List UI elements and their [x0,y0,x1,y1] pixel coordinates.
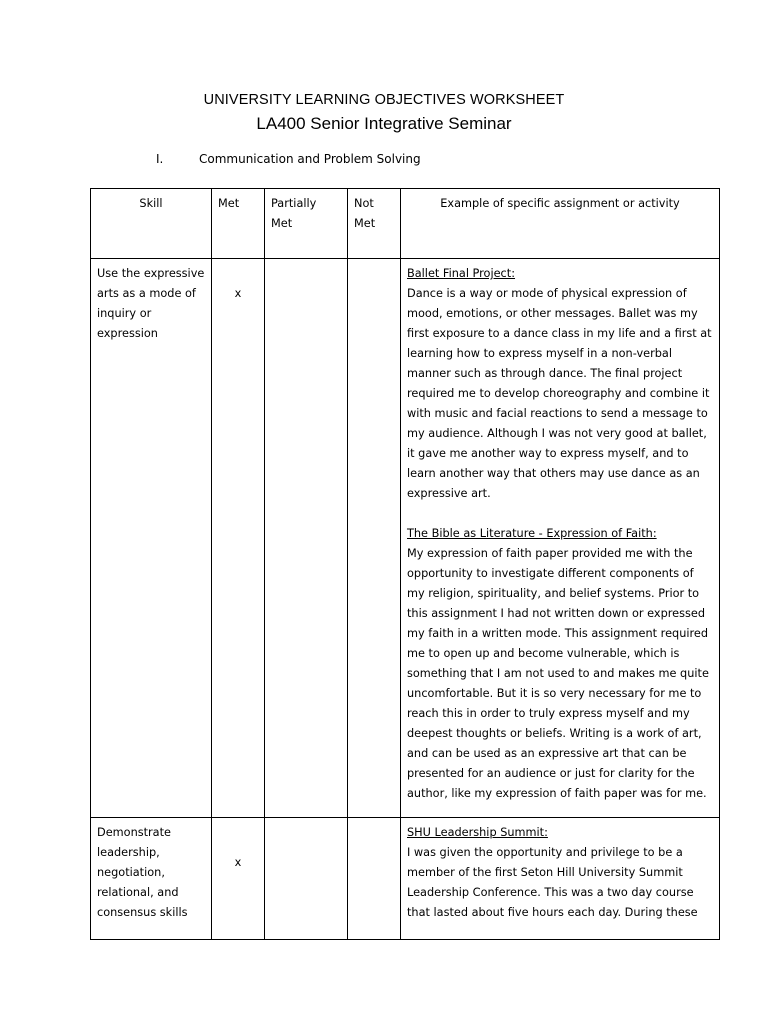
example-text: My expression of faith paper provided me with the opportunity to investigate different components of my religion, spirituality, and belief systems. Prior to this assignment I had not written down or expressed my faith in a written mode. This assignment required me to open up and become vulnerable, which is something that I am not used to and makes me quite uncomfortable. But it is so very necessary for me to reach this in order to truly express myself and my deepest thoughts or beliefs. Writing is a work of art, and can be used as an expressive art that can be presented for an audience or just for clarity for the author, like my expression of faith paper was for me. [407,547,709,800]
course-title: LA400 Senior Integrative Seminar [256,114,512,133]
example-cell [401,818,720,940]
header-not-met: Not Met [348,189,401,259]
partially-met-cell [265,818,348,940]
example-cell [401,259,720,818]
example-title: Ballet Final Project: [407,267,516,280]
objectives-table [90,188,720,940]
met-cell [212,818,265,940]
met-mark: x [234,287,242,300]
not-met-cell [348,818,401,940]
skill-cell: Demonstrate leadership, negotiation, relational, and consensus skills [91,818,212,940]
worksheet-title: UNIVERSITY LEARNING OBJECTIVES WORKSHEET [203,92,565,108]
skill-cell: Use the expressive arts as a mode of inquiry or expression [91,259,212,818]
header-skill: Skill [91,189,212,259]
header-met: Met [212,189,265,259]
met-cell [212,259,265,818]
example-text: Dance is a way or mode of physical expression of mood, emotions, or other messages. Ballet was my first exposure to a dance class in my life and a first at learning how to express myself in a non-verbal manner such as through dance. The final project required me to develop choreography and combine it with music and facial reactions to send a message to my audience. Although I was not very good at ballet, it gave me another way to express myself, and to learn another way that others may use dance as an expressive art. [407,287,712,500]
table-row [91,259,720,818]
header-partially-met: Partially Met [265,189,348,259]
table-header-row [91,189,720,259]
not-met-cell [348,259,401,818]
example-title: The Bible as Literature - Expression of Faith: [407,527,657,540]
example-text: I was given the opportunity and privilege to be a member of the first Seton Hill University Summit Leadership Conference. This was a two day course that lasted about five hours each day. During these [407,846,698,919]
example-title: SHU Leadership Summit: [407,826,548,839]
table-row [91,818,720,940]
partially-met-cell [265,259,348,818]
section-number: I. [156,152,164,166]
met-mark: x [234,856,242,869]
header-example: Example of specific assignment or activity [401,189,720,259]
section-title: Communication and Problem Solving [199,152,421,166]
